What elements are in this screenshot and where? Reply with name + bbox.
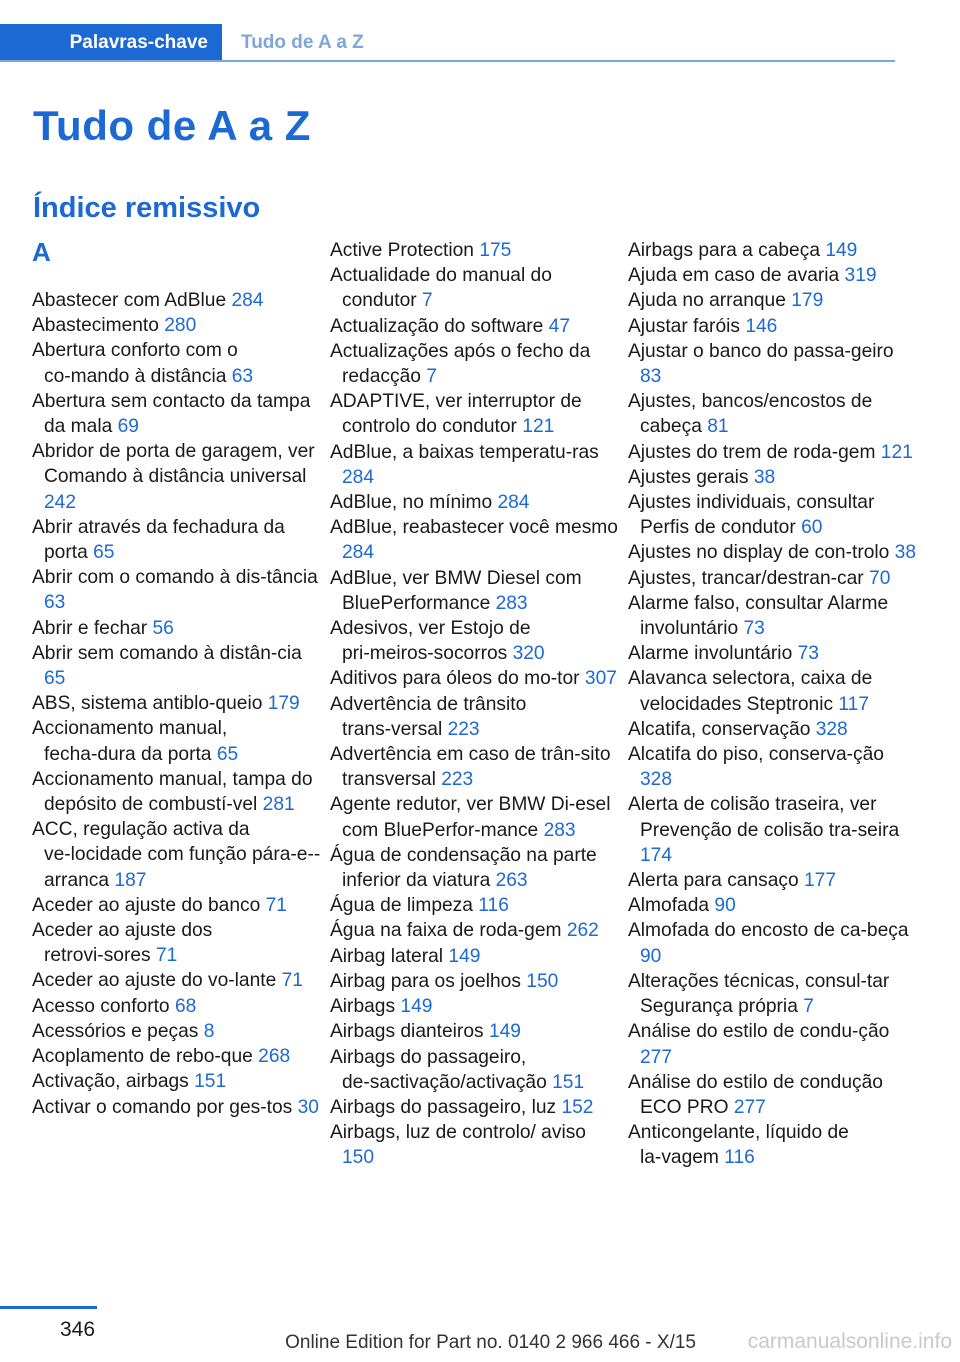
page-link[interactable]: 83 [640, 366, 662, 388]
entry-term: AdBlue, reabastecer você mesmo [330, 517, 618, 539]
entry-term: Actualização do software [330, 315, 544, 337]
index-entry [330, 792, 620, 842]
page-link[interactable]: 47 [548, 315, 570, 337]
page-link[interactable]: 319 [844, 265, 877, 287]
entry-term: Abertura conforto com o co‑mando à distância [32, 340, 238, 387]
entry-term: ACC, regulação activa da ve‑locidade com função pára-e--arranca [32, 819, 321, 891]
index-entry [330, 490, 620, 515]
entry-term: Análise do estilo de condu‑ção [628, 1021, 890, 1043]
entry-term: Abridor de porta de garagem, ver Comando à distância universal [32, 441, 315, 488]
index-entry [330, 263, 620, 313]
page-link[interactable]: 149 [825, 240, 858, 261]
index-entry [32, 313, 322, 338]
index-entry [32, 288, 322, 313]
page-link[interactable]: 69 [117, 416, 139, 438]
page-link[interactable]: 152 [561, 1096, 594, 1118]
entry-term: Abrir através da fechadura da porta [32, 516, 285, 564]
entry-term: Agente redutor, ver BMW Di‑esel com BluePerfor‑mance [330, 794, 611, 841]
page-link[interactable]: 121 [522, 416, 555, 438]
page-link[interactable]: 149 [400, 996, 433, 1018]
entry-term: Alcatifa do piso, conserva‑ção [628, 744, 884, 766]
index-column-1 [32, 238, 322, 1120]
index-entry [628, 540, 918, 565]
entry-term: Ajustes do trem de roda‑gem [628, 441, 876, 463]
index-entry [330, 944, 620, 969]
page-link[interactable]: 73 [797, 643, 819, 665]
index-entry [32, 918, 322, 968]
entry-term: Airbags para a cabeça [628, 240, 820, 261]
index-entry [628, 238, 918, 263]
page-link[interactable]: 283 [495, 592, 528, 614]
index-entry [628, 717, 918, 742]
index-entry [628, 314, 918, 339]
index-entry [330, 843, 620, 893]
index-entry [628, 1070, 918, 1120]
entry-term: Active Protection [330, 240, 474, 261]
index-entry [32, 893, 322, 918]
index-entry [32, 691, 322, 716]
index-entry [32, 389, 322, 439]
entry-term: Aceder ao ajuste do vo‑lante [32, 970, 277, 992]
entry-term: Alerta para cansaço [628, 870, 799, 892]
page-link[interactable]: 284 [497, 492, 530, 514]
entry-term: Almofada [628, 895, 710, 917]
index-entry [32, 994, 322, 1019]
entry-term: Airbags do passageiro, de‑sactivação/activação [330, 1046, 547, 1093]
index-entry [628, 566, 918, 591]
page-link[interactable]: 56 [152, 617, 174, 639]
entry-term: Ajustar faróis [628, 315, 740, 337]
page-link[interactable]: 149 [448, 945, 481, 967]
index-entry [628, 868, 918, 893]
index-entry [330, 1045, 620, 1095]
index-entry [32, 1019, 322, 1044]
entry-term: Ajuda em caso de avaria [628, 265, 840, 287]
page-link[interactable]: 146 [745, 315, 778, 337]
entry-term: Ajustes, trancar/destran‑car [628, 567, 864, 589]
index-entry [330, 389, 620, 439]
page-link[interactable]: 63 [44, 592, 66, 614]
page-link[interactable]: 71 [281, 970, 303, 992]
index-entry [330, 440, 620, 490]
watermark: carmanualsonline.info [747, 1330, 952, 1353]
index-entry [330, 1120, 620, 1170]
index-entry [330, 1019, 620, 1044]
entry-term: Ajustar o banco do passa‑geiro [628, 340, 894, 362]
entry-term: Análise do estilo de condução ECO PRO [628, 1071, 883, 1118]
edition-note: Online Edition for Part no. 0140 2 966 466 - X/15 [285, 1332, 696, 1353]
page-link[interactable]: 242 [44, 491, 77, 513]
page-link[interactable]: 177 [804, 870, 837, 892]
entry-term: Alcatifa, conservação [628, 718, 811, 740]
index-entry [628, 792, 918, 868]
tab-palavras-chave[interactable]: Palavras-chave [0, 24, 222, 62]
entry-term: Airbags do passageiro, luz [330, 1096, 557, 1118]
page-link[interactable]: 223 [441, 769, 474, 791]
index-entry [330, 742, 620, 792]
index-entry [628, 288, 918, 313]
entry-term: Airbags [330, 996, 396, 1018]
index-entry [628, 742, 918, 792]
entry-term: Acessórios e peças [32, 1020, 199, 1042]
index-entry [628, 339, 918, 389]
page-link[interactable]: 328 [815, 718, 848, 740]
entry-term: Ajustes gerais [628, 466, 749, 488]
page-link[interactable]: 7 [422, 290, 433, 312]
page-link[interactable]: 70 [869, 567, 891, 589]
page-link[interactable]: 268 [258, 1046, 291, 1068]
page-link[interactable]: 328 [640, 769, 673, 791]
entry-term: Abertura sem contacto da tampa da mala [32, 390, 311, 438]
page-link[interactable]: 284 [342, 542, 375, 564]
page-link[interactable]: 280 [164, 315, 197, 337]
index-entry [628, 591, 918, 641]
page-link[interactable]: 151 [194, 1071, 227, 1093]
page-link[interactable]: 284 [342, 466, 375, 488]
page-link[interactable]: 117 [838, 693, 869, 715]
index-entry [330, 515, 620, 565]
entry-term: Actualidade do manual do condutor [330, 265, 552, 312]
page-link[interactable]: 71 [265, 894, 287, 916]
index-entry [628, 389, 918, 439]
index-entry [628, 641, 918, 666]
index-entry [330, 893, 620, 918]
entry-term: Ajustes no display de con‑trolo [628, 542, 890, 564]
index-entry [628, 490, 918, 540]
index-entry [32, 817, 322, 893]
index-entry [330, 994, 620, 1019]
entry-term: Actualizações após o fecho da redacção [330, 340, 591, 388]
footer-rule [0, 1306, 97, 1309]
entry-term: Airbags, luz de controlo/ aviso [330, 1122, 586, 1144]
index-entry [628, 263, 918, 288]
index-entry [32, 968, 322, 993]
page-link[interactable]: 116 [478, 895, 509, 917]
entry-term: Alarme falso, consultar Alarme involuntário [628, 592, 889, 640]
page-link[interactable]: 90 [714, 895, 736, 917]
index-entry [330, 918, 620, 943]
entry-term: Água de condensação na parte inferior da viatura [330, 844, 597, 892]
index-entry [32, 565, 322, 615]
page-link[interactable]: 277 [733, 1096, 766, 1118]
index-entry [330, 566, 620, 616]
page-link[interactable]: 65 [93, 542, 115, 564]
index-entry [32, 1095, 322, 1120]
entry-term: Activar o comando por ges‑tos [32, 1096, 293, 1118]
page-link[interactable]: 60 [801, 517, 823, 539]
page-link[interactable]: 150 [342, 1147, 375, 1169]
entry-term: Ajuda no arranque [628, 290, 786, 312]
page-link[interactable]: 116 [724, 1147, 755, 1169]
page-link[interactable]: 179 [267, 693, 300, 715]
page-link[interactable]: 30 [297, 1096, 319, 1118]
index-entry [330, 616, 620, 666]
entry-term: AdBlue, ver BMW Diesel com BluePerformance [330, 567, 582, 614]
page-link[interactable]: 38 [894, 542, 916, 564]
index-entry [32, 716, 322, 766]
section-title: Índice remissivo [33, 192, 261, 224]
entry-term: Almofada do encosto de ca‑beça [628, 920, 909, 942]
entry-term: Adesivos, ver Estojo de pri‑meiros-socorros [330, 618, 531, 665]
page-link[interactable]: 71 [155, 945, 178, 967]
page-link[interactable]: 174 [640, 844, 673, 866]
index-entry [32, 767, 322, 817]
index-column-3 [628, 238, 918, 1171]
entry-term: Alterações técnicas, consul‑tar Segurança própria [628, 970, 890, 1018]
page-link[interactable]: 7 [803, 996, 814, 1018]
page-link[interactable]: 151 [552, 1071, 585, 1093]
entry-term: Abastecimento [32, 315, 159, 337]
entry-term: Alerta de colisão traseira, ver Prevenção de colisão tra‑seira [628, 794, 900, 841]
entry-term: Ajustes individuais, consultar Perfis de condutor [628, 492, 875, 539]
index-entry [330, 339, 620, 389]
index-entry [330, 1095, 620, 1120]
page-link[interactable]: 175 [479, 240, 512, 261]
index-entry [32, 616, 322, 641]
entry-term: Ajustes, bancos/encostos de cabeça [628, 391, 873, 438]
entry-term: Aceder ao ajuste dos retrovi‑sores [32, 920, 213, 967]
page-link[interactable]: 283 [543, 819, 576, 841]
index-entry [32, 641, 322, 691]
entry-term: Abrir com o comando à dis‑tância [32, 567, 318, 589]
index-entry [330, 969, 620, 994]
tab-tudo-de-a-a-z[interactable]: Tudo de A a Z [241, 32, 364, 53]
entry-term: Aceder ao ajuste do banco [32, 894, 261, 916]
index-entry [32, 338, 322, 388]
index-entry [628, 918, 918, 968]
page-link[interactable]: 81 [707, 416, 729, 438]
index-entry [32, 515, 322, 565]
entry-term: Alavanca selectora, caixa de velocidades Steptronic [628, 668, 873, 715]
index-entry [32, 1069, 322, 1094]
entry-term: Abastecer com AdBlue [32, 290, 227, 311]
entry-term: Airbag para os joelhos [330, 970, 521, 992]
header-rule [0, 60, 895, 62]
entry-term: Aditivos para óleos do mo‑tor [330, 668, 580, 690]
page-link[interactable]: 179 [791, 290, 824, 312]
entry-term: Acoplamento de rebo‑que [32, 1046, 253, 1068]
index-entry [628, 1019, 918, 1069]
page-link[interactable]: 38 [753, 466, 776, 488]
index-entry [628, 893, 918, 918]
entry-term: Advertência em caso de trân‑sito transversal [330, 744, 611, 791]
entry-term: Água na faixa de roda‑gem [330, 920, 562, 942]
entry-term: ABS, sistema antiblo‑queio [32, 693, 263, 715]
page-link[interactable]: 284 [231, 290, 264, 311]
entry-term: Accionamento manual, fecha‑dura da porta [32, 718, 228, 765]
entry-term: Activação, airbags [32, 1071, 189, 1093]
index-column-2 [330, 238, 620, 1171]
page-link[interactable]: 150 [526, 970, 559, 992]
index-entry [32, 1044, 322, 1069]
page-link[interactable]: 263 [495, 870, 528, 892]
entry-term: Acesso conforto [32, 995, 170, 1017]
entry-term: AdBlue, a baixas temperatu‑ras [330, 441, 599, 463]
index-entry [330, 238, 620, 263]
index-entry [628, 465, 918, 490]
index-entry [330, 666, 620, 691]
entry-term: ADAPTIVE, ver interruptor de controlo do condutor [330, 391, 582, 438]
index-entry [628, 1120, 918, 1170]
entry-term: Airbag lateral [330, 945, 444, 967]
index-entry [330, 692, 620, 742]
page-link[interactable]: 187 [114, 869, 147, 891]
page-link[interactable]: 7 [426, 366, 437, 388]
page-link[interactable]: 307 [584, 668, 617, 690]
page-link[interactable]: 63 [231, 365, 254, 387]
entry-term: Advertência de trânsito trans‑versal [330, 693, 527, 740]
page-link[interactable]: 277 [640, 1046, 673, 1068]
index-entry [330, 314, 620, 339]
page-link[interactable]: 65 [216, 743, 239, 765]
page-link[interactable]: 8 [203, 1020, 215, 1042]
index-entry [628, 666, 918, 716]
page-link[interactable]: 121 [880, 441, 913, 463]
page-link[interactable]: 262 [566, 920, 599, 942]
page-link[interactable]: 281 [262, 794, 295, 816]
page-number: 346 [60, 1318, 96, 1341]
page-title: Tudo de A a Z [33, 102, 311, 149]
page-link[interactable]: 68 [174, 995, 197, 1017]
page-link[interactable]: 320 [512, 643, 545, 665]
entry-term: Abrir e fechar [32, 617, 148, 639]
page-link[interactable]: 73 [743, 618, 765, 640]
entry-term: Abrir sem comando à distân‑cia [32, 642, 302, 664]
index-entry [32, 439, 322, 515]
entry-term: Água de limpeza [330, 895, 473, 917]
page-link[interactable]: 65 [44, 668, 66, 690]
index-entry [628, 969, 918, 1019]
entry-term: Alarme involuntário [628, 643, 793, 665]
index-entry [628, 440, 918, 465]
page-link[interactable]: 90 [640, 945, 662, 967]
page-link[interactable]: 223 [447, 718, 480, 740]
letter-heading: A [32, 237, 51, 267]
entry-term: Anticongelante, líquido de la‑vagem [628, 1122, 849, 1169]
entry-term: Airbags dianteiros [330, 1021, 484, 1043]
entry-term: Accionamento manual, tampa do depósito de combustí‑vel [32, 768, 313, 816]
page-link[interactable]: 149 [488, 1021, 521, 1043]
entry-term: AdBlue, no mínimo [330, 492, 493, 514]
